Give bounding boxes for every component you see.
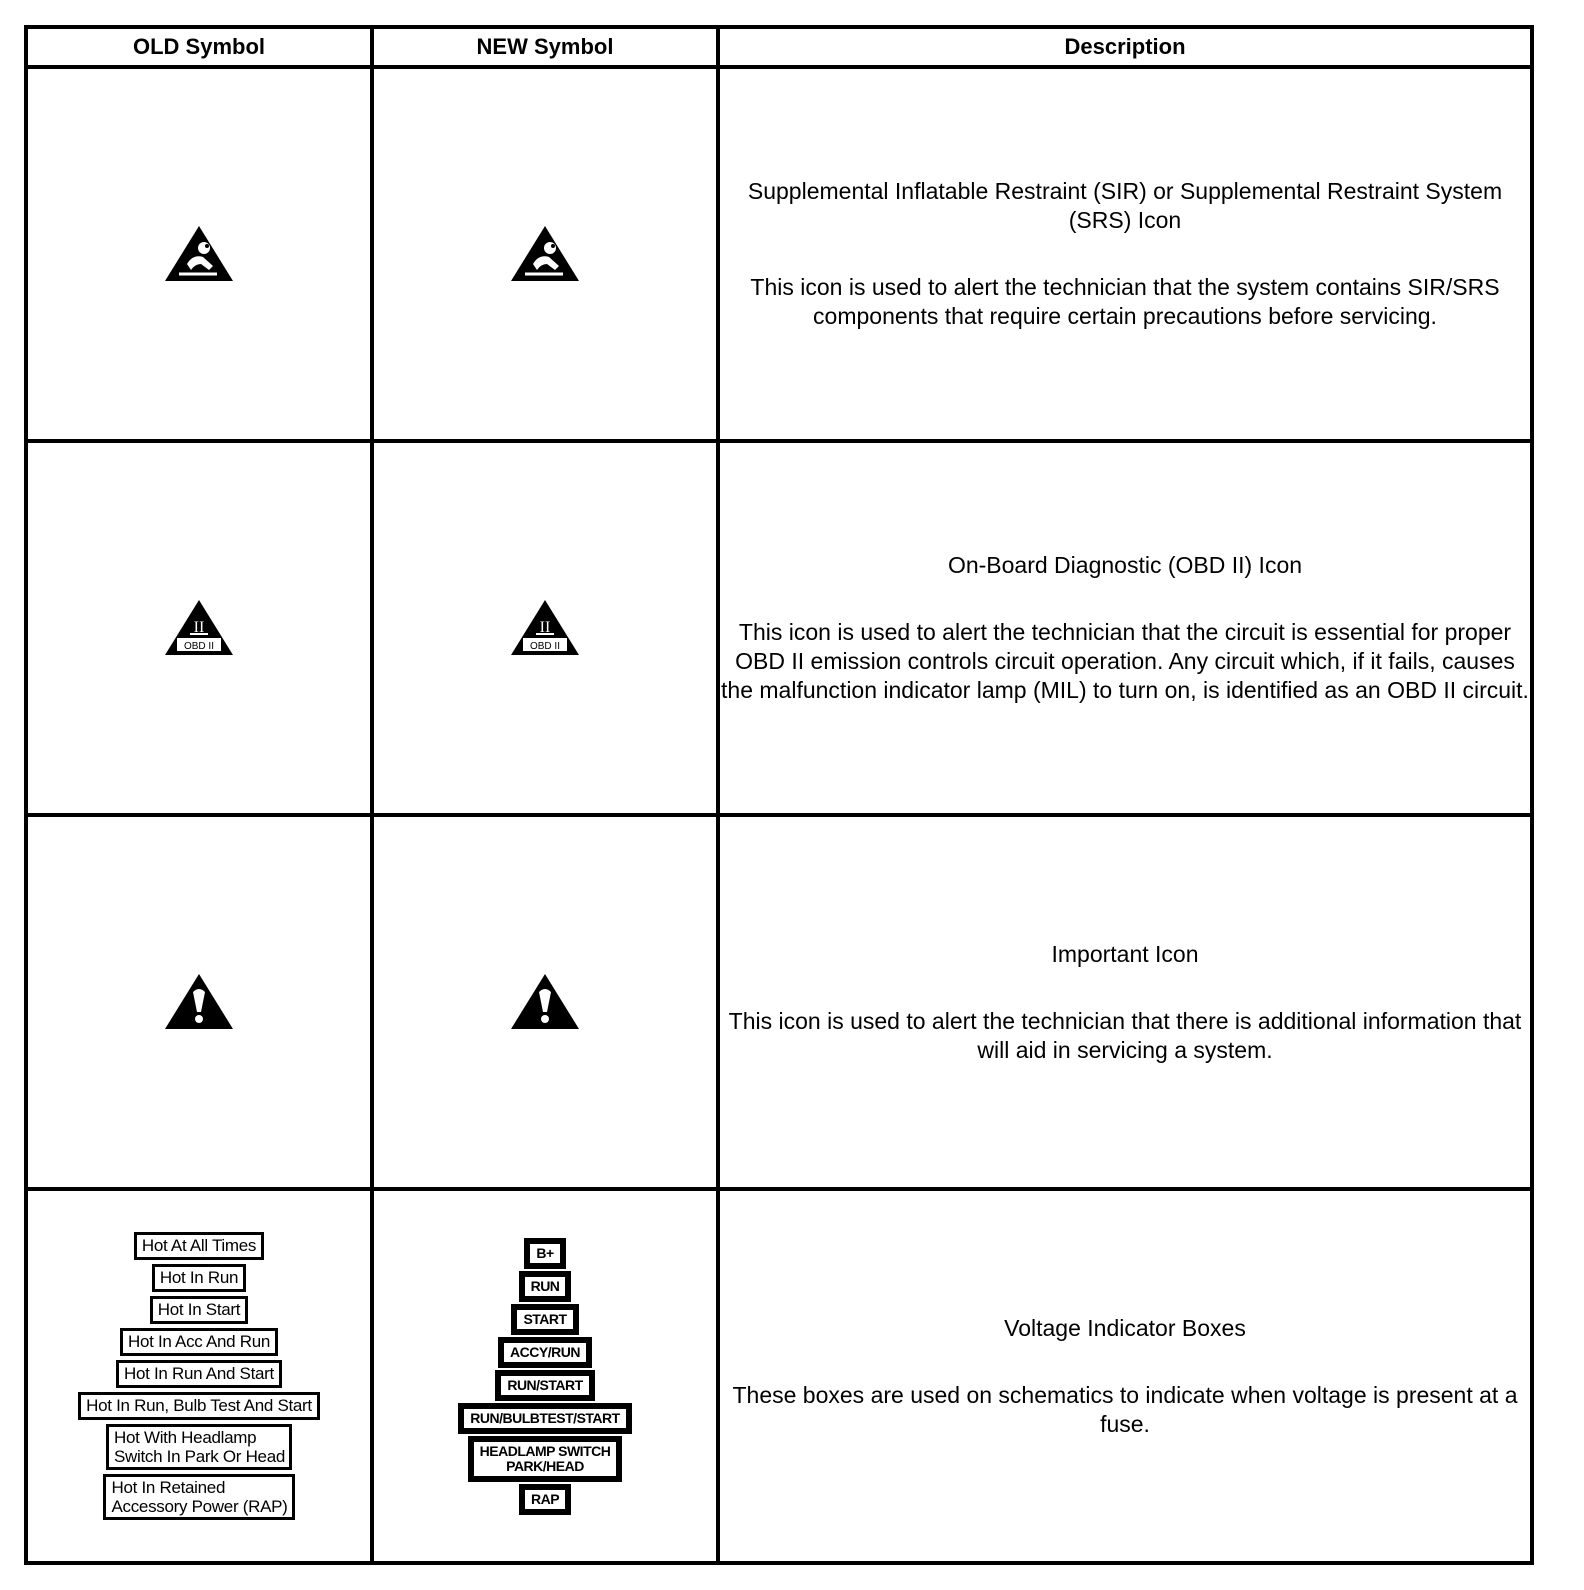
description-title: Voltage Indicator Boxes xyxy=(1004,1314,1246,1341)
new-symbol-cell xyxy=(372,1189,718,1563)
header-new-symbol: NEW Symbol xyxy=(372,27,718,67)
description-cell xyxy=(718,1189,1532,1563)
old-voltage-box: Hot With Headlamp Switch In Park Or Head xyxy=(106,1424,292,1470)
old-symbol-cell xyxy=(26,1189,372,1563)
old-voltage-box-stack xyxy=(28,1232,370,1520)
new-voltage-box-label: B+ xyxy=(530,1244,559,1263)
obd-numeral: II xyxy=(193,619,205,636)
old-symbol-cell xyxy=(26,441,372,815)
new-voltage-box-label: RAP xyxy=(525,1490,565,1509)
new-voltage-box-label: RUN xyxy=(525,1277,566,1296)
old-symbol-cell xyxy=(26,815,372,1189)
table-row-voltage xyxy=(26,1189,1532,1563)
new-voltage-box xyxy=(495,1370,594,1401)
obd-ii-warning-icon xyxy=(509,598,581,658)
obd-label: OBD II xyxy=(529,641,561,652)
new-voltage-box xyxy=(519,1271,572,1302)
description-body: These boxes are used on schematics to indicate when voltage is present at a fuse. xyxy=(732,1381,1518,1437)
new-voltage-box-label: ACCY/RUN xyxy=(504,1343,586,1362)
table-row-obd xyxy=(26,441,1532,815)
header-old-symbol: OLD Symbol xyxy=(26,27,372,67)
symbol-table xyxy=(24,25,1534,1565)
new-symbol-cell xyxy=(372,815,718,1189)
exclamation-warning-icon xyxy=(163,972,235,1032)
new-voltage-box xyxy=(524,1238,565,1269)
description-cell xyxy=(718,815,1532,1189)
exclamation-warning-icon xyxy=(509,972,581,1032)
table-row-sir xyxy=(26,67,1532,441)
new-voltage-box xyxy=(498,1337,592,1368)
obd-numeral: II xyxy=(539,619,551,636)
description-title: On-Board Diagnostic (OBD II) Icon xyxy=(947,552,1303,578)
old-symbol-cell xyxy=(26,67,372,441)
new-symbol-cell xyxy=(372,441,718,815)
old-voltage-box: Hot In Retained Accessory Power (RAP) xyxy=(103,1474,294,1520)
new-voltage-box xyxy=(519,1484,571,1515)
new-voltage-box-label: HEADLAMP SWITCH PARK/HEAD xyxy=(474,1442,617,1476)
description-title: Important Icon xyxy=(1051,940,1199,967)
description-body: This icon is used to alert the technician that the circuit is essential for proper OBD II emission controls circuit operation. Any circuit which, if it fails, causes the malfunction indicator lamp (MIL) to turn on, is identified as an OBD II circuit. xyxy=(721,619,1529,703)
old-voltage-box: Hot In Run xyxy=(152,1264,246,1292)
table-row-important xyxy=(26,815,1532,1189)
new-voltage-box-label: RUN/BULBTEST/START xyxy=(464,1409,625,1428)
old-voltage-box: Hot In Run And Start xyxy=(116,1360,282,1388)
obd-label: OBD II xyxy=(183,641,215,652)
old-voltage-box: Hot In Start xyxy=(150,1296,248,1324)
description-body: This icon is used to alert the technician that the system contains SIR/SRS components that require certain precautions before servicing. xyxy=(750,274,1500,329)
header-description: Description xyxy=(718,27,1532,67)
description-cell xyxy=(718,67,1532,441)
new-symbol-cell xyxy=(372,67,718,441)
old-voltage-box: Hot In Acc And Run xyxy=(120,1328,278,1356)
new-voltage-box xyxy=(468,1436,623,1482)
new-voltage-box xyxy=(458,1403,631,1434)
new-voltage-box-label: START xyxy=(517,1310,572,1329)
new-voltage-box-label: RUN/START xyxy=(501,1376,588,1395)
sir-airbag-warning-icon xyxy=(163,224,235,284)
old-voltage-box: Hot In Run, Bulb Test And Start xyxy=(78,1392,320,1420)
description-body: This icon is used to alert the technician that there is additional information that will aid in servicing a system. xyxy=(728,1007,1522,1063)
sir-airbag-warning-icon xyxy=(509,224,581,284)
new-voltage-box-stack xyxy=(374,1238,716,1515)
description-cell xyxy=(718,441,1532,815)
obd-ii-warning-icon xyxy=(163,598,235,658)
new-voltage-box xyxy=(511,1304,578,1335)
description-title: Supplemental Inflatable Restraint (SIR) or Supplemental Restraint System (SRS) Icon xyxy=(747,178,1503,233)
old-voltage-box: Hot At All Times xyxy=(134,1232,264,1260)
header-row xyxy=(26,27,1532,67)
